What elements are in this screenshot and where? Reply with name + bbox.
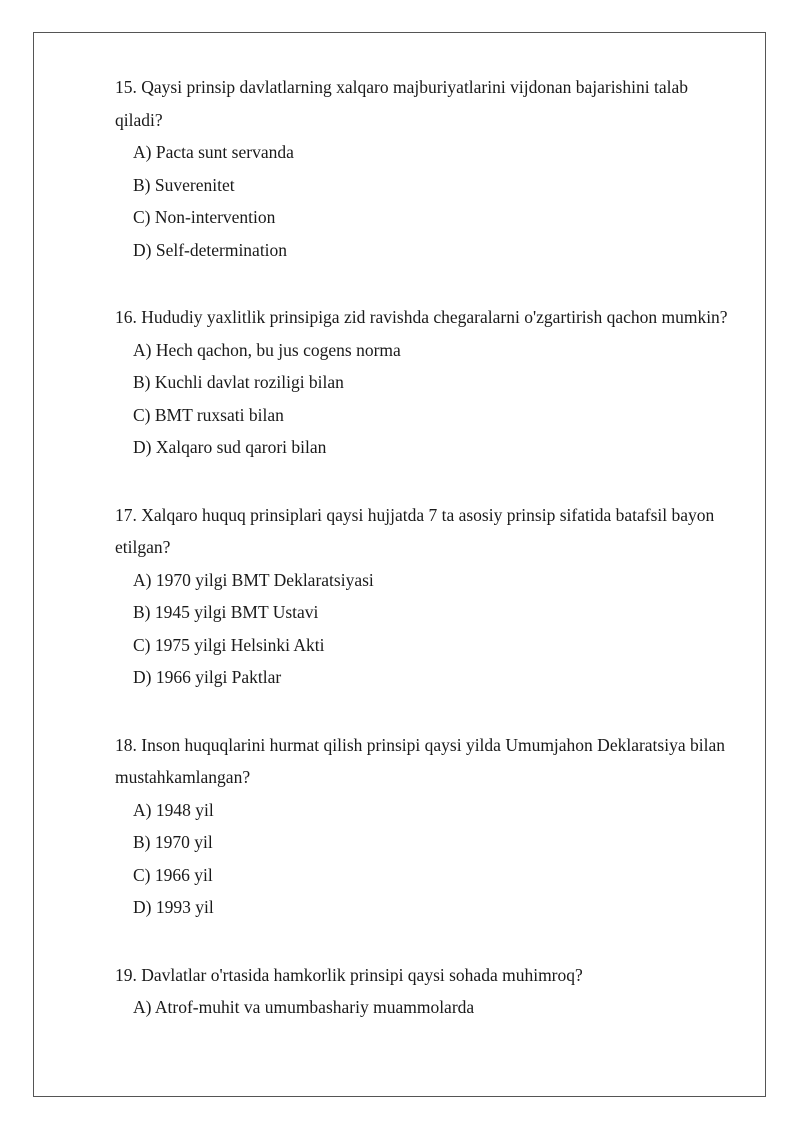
option-a: A) Atrof-muhit va umumbashariy muammolarda [133, 997, 475, 1017]
answer-options [115, 334, 735, 464]
option-a: A) Pacta sunt servanda [133, 142, 294, 162]
option-a: A) 1948 yil [133, 799, 214, 820]
question-list [115, 71, 735, 1059]
question-text: 19. Davlatlar o'rtasida hamkorlik prinsipi qaysi sohada muhimroq? [115, 964, 583, 985]
option-d: D) 1993 yil [133, 897, 214, 917]
option-c: C) 1975 yilgi Helsinki Akti [133, 634, 325, 655]
option-c: C) 1966 yil [133, 864, 213, 885]
question-16 [115, 301, 735, 464]
question-text: 18. Inson huquqlarini hurmat qilish prinsipi qaysi yilda Umumjahon Deklaratsiya bilan mustahkamlangan? [115, 734, 725, 787]
option-d: D) 1966 yilgi Paktlar [133, 667, 282, 687]
question-text: 16. Hududiy yaxlitlik prinsipiga zid ravishda chegaralarni o'zgartirish qachon mumkin? [115, 307, 728, 327]
option-b: B) 1970 yil [133, 832, 213, 852]
answer-options [115, 991, 735, 1024]
option-a: A) 1970 yilgi BMT Deklaratsiyasi [133, 569, 374, 590]
question-17 [115, 499, 735, 694]
question-text: 17. Xalqaro huquq prinsiplari qaysi hujjatda 7 ta asosiy prinsip sifatida batafsil bayon etilgan? [115, 504, 715, 557]
option-b: B) 1945 yilgi BMT Ustavi [133, 602, 319, 622]
question-19 [115, 959, 735, 1024]
option-a: A) Hech qachon, bu jus cogens norma [133, 339, 401, 360]
question-15 [115, 71, 735, 266]
option-c: C) Non-intervention [133, 207, 276, 227]
question-18 [115, 729, 735, 924]
option-b: B) Kuchli davlat roziligi bilan [133, 372, 344, 392]
option-b: B) Suverenitet [133, 174, 235, 195]
answer-options [115, 136, 735, 266]
answer-options [115, 564, 735, 694]
option-c: C) BMT ruxsati bilan [133, 404, 284, 425]
option-d: D) Xalqaro sud qarori bilan [133, 437, 327, 457]
option-d: D) Self-determination [133, 239, 288, 260]
question-text: 15. Qaysi prinsip davlatlarning xalqaro majburiyatlarini vijdonan bajarishini talab qiladi? [115, 77, 688, 130]
answer-options [115, 794, 735, 924]
